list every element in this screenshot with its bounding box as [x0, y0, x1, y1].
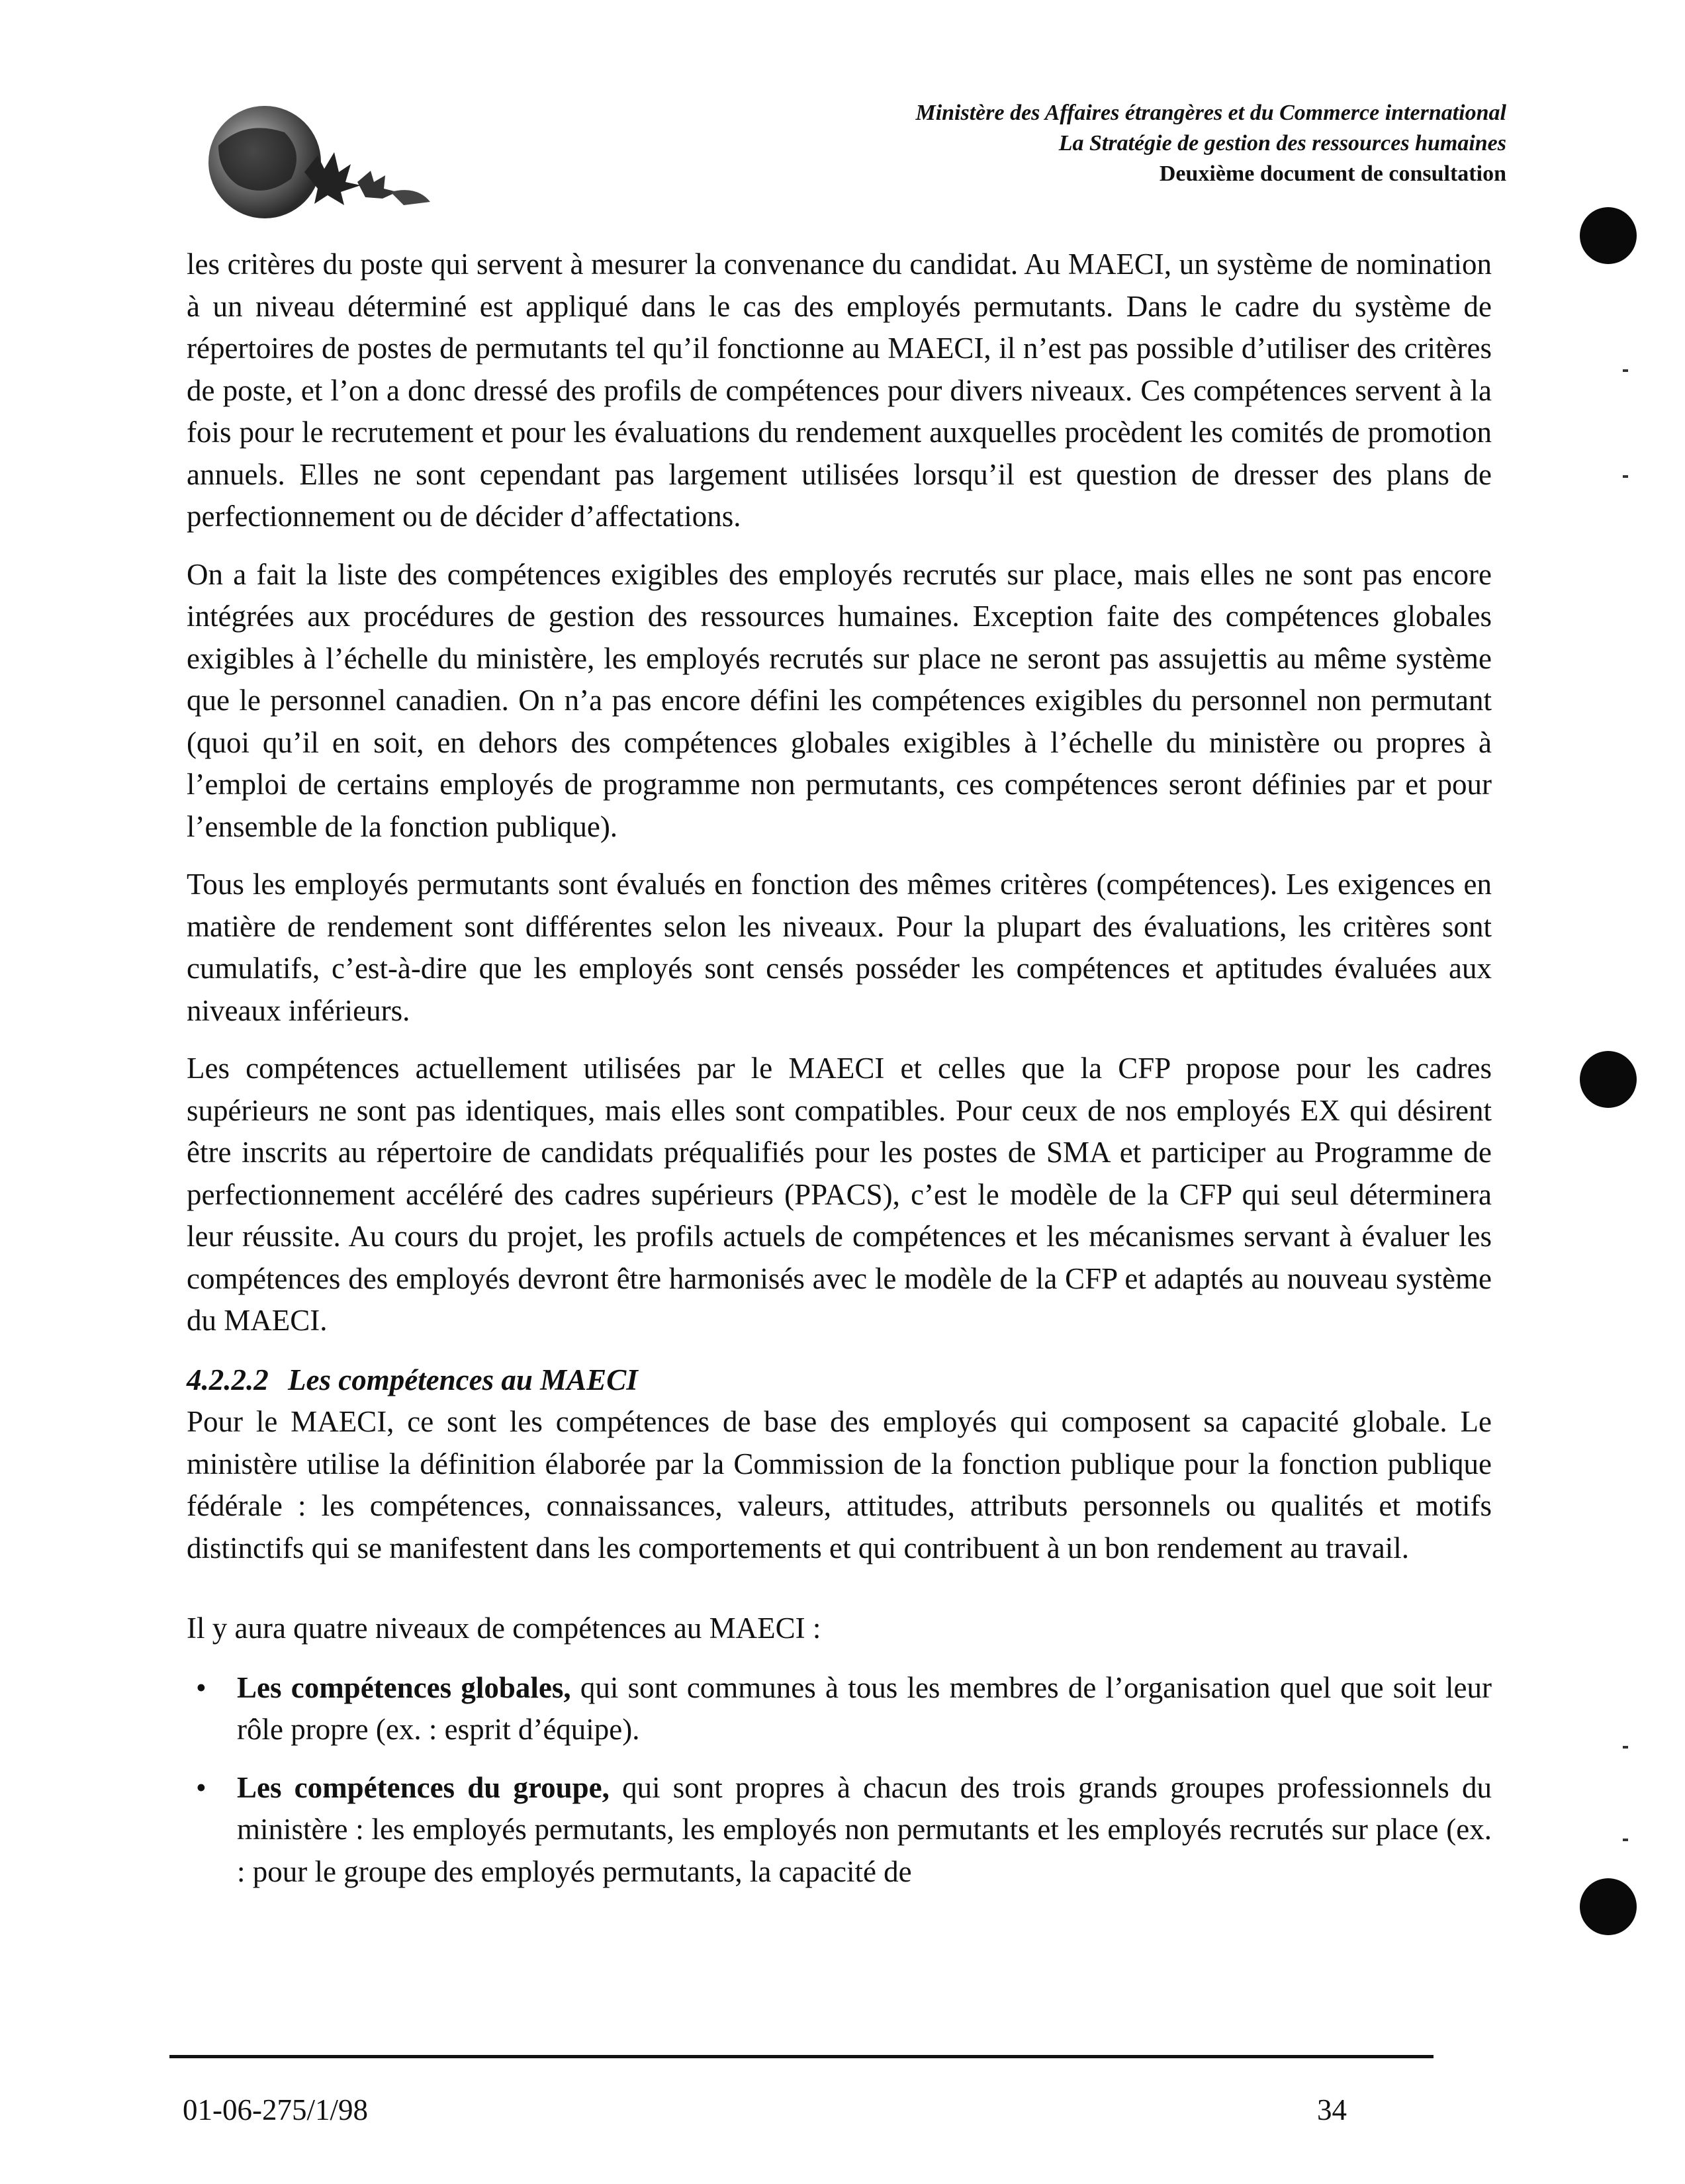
bullet-icon: •	[196, 1670, 206, 1704]
list-item-term: Les compétences du groupe,	[237, 1770, 610, 1804]
scan-speck	[1623, 369, 1628, 372]
page-number: 34	[1317, 2093, 1347, 2126]
header-consultation: Deuxième document de consultation	[1159, 161, 1506, 186]
punch-hole	[1580, 1878, 1637, 1935]
list-item	[187, 1667, 1492, 1751]
bullet-icon: •	[196, 1770, 206, 1804]
list-item-term: Les compétences globales,	[237, 1670, 571, 1704]
scan-speck	[1623, 1839, 1628, 1841]
list-item-text: qui sont propres à chacun des trois grands groupes professionnels du ministère : les employés permutants, les employés non permutants et les employés recrutés sur place (ex. : pour le groupe des employés permutants, la capacité de	[237, 1770, 1492, 1888]
list-item	[187, 1767, 1492, 1893]
section-heading	[187, 1359, 1492, 1402]
paragraph: les critères du poste qui servent à mesurer la convenance du candidat. Au MAECI, un système de nomination à un niveau déterminé est appliqué dans le cas des employés permutants. Dans le cadre du système de répertoires de postes de permutants tel qu’il fonctionne au MAECI, il n’est pas possible d’utiliser des critères de poste, et l’on a donc dressé des profils de compétences pour divers niveaux. Ces compétences servent à la fois pour le recrutement et pour les évaluations du rendement auxquelles procèdent les comités de promotion annuels. Elles ne sont cependant pas largement utilisées lorsqu’il est question de dresser des plans de perfectionnement ou de décider d’affectations.	[187, 248, 1492, 533]
list-item-text: qui sont communes à tous les membres de l’organisation quel que soit leur rôle propre (ex. : esprit d’équipe).	[237, 1670, 1492, 1746]
scan-speck	[1623, 1746, 1628, 1749]
paragraph: On a fait la liste des compétences exigibles des employés recrutés sur place, mais elles ne sont pas encore intégrées aux procédures de gestion des ressources humaines. Exception faite des compétences globales exigibles à l’échelle du ministère, les employés recrutés sur place ne seront pas assujettis au même système que le personnel canadien. On n’a pas encore défini les compétences exigibles du personnel non permutant (quoi qu’il en soit, en dehors des compétences globales exigibles à l’échelle du ministère ou propres à l’emploi de certains employés de programme non permutants, ces compétences seront définies par et pour l’ensemble de la fonction publique).	[187, 557, 1492, 843]
section-paragraph: Pour le MAECI, ce sont les compétences de base des employés qui composent sa capacité globale. Le ministère utilise la définition élaborée par la Commission de la fonction publique pour la fonction publique fédérale : les compétences, connaissances, valeurs, attitudes, attributs personnels ou qualités et motifs distinctifs qui se manifestent dans les comportements et qui contribuent à un bon rendement au travail.	[187, 1405, 1492, 1565]
header-strategy: La Stratégie de gestion des ressources humaines	[1058, 131, 1506, 156]
punch-hole	[1580, 1051, 1637, 1108]
competency-list	[187, 1667, 1492, 1893]
scan-speck	[1623, 475, 1628, 478]
header-ministry: Ministère des Affaires étrangères et du Commerce international	[915, 101, 1506, 125]
list-intro: Il y aura quatre niveaux de compétences au MAECI :	[187, 1612, 821, 1645]
footer-rule	[169, 2055, 1434, 2058]
document-header	[915, 98, 1506, 189]
document-number: 01-06-275/1/98	[183, 2093, 368, 2126]
paragraph: Les compétences actuellement utilisées par le MAECI et celles que la CFP propose pour les cadres supérieurs ne sont pas identiques, mais elles sont compatibles. Pour ceux de nos employés EX qui désirent être inscrits au répertoire de candidats préqualifiés pour les postes de SMA et participer au Programme de perfectionnement accéléré des cadres supérieurs (PPACS), c’est le modèle de la CFP qui seul déterminera leur réussite. Au cours du projet, les profils actuels de compétences et les mécanismes servant à évaluer les compétences des employés devront être harmonisés avec le modèle de la CFP et adaptés au nouveau système du MAECI.	[187, 1052, 1492, 1337]
section-title: Les compétences au MAECI	[288, 1363, 638, 1396]
section-number: 4.2.2.2	[187, 1363, 269, 1396]
ministry-logo	[192, 93, 470, 225]
document-body	[187, 244, 1492, 1909]
paragraph: Tous les employés permutants sont évalués en fonction des mêmes critères (compétences). Les exigences en matière de rendement sont différentes selon les niveaux. Pour la plupart des évaluations, les critères sont cumulatifs, c’est-à-dire que les employés sont censés posséder les compétences et aptitudes évaluées aux niveaux inférieurs.	[187, 868, 1492, 1027]
punch-hole	[1580, 207, 1637, 264]
